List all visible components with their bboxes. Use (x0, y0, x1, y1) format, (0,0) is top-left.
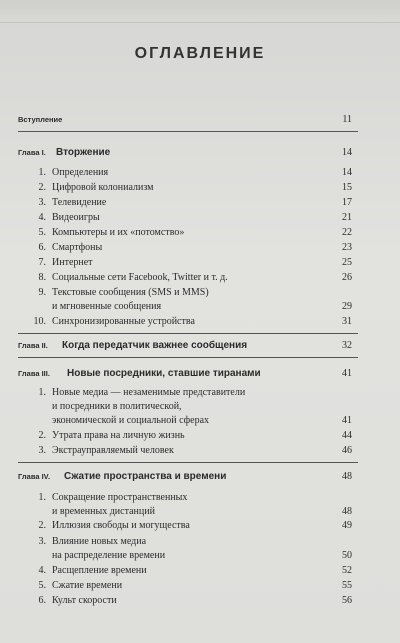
toc-item (0, 386, 400, 400)
divider (18, 357, 358, 358)
item-number: 8. (38, 272, 46, 283)
item-number: 10. (33, 316, 46, 327)
item-page: 52 (342, 565, 352, 576)
item-page: 48 (342, 506, 352, 517)
item-title: Видеоигры (52, 212, 100, 223)
chapter-label: Глава III. (18, 369, 50, 378)
chapter-title: Вторжение (56, 147, 111, 158)
item-page: 15 (342, 182, 352, 193)
toc-item (0, 535, 400, 549)
item-number: 6. (38, 595, 46, 606)
item-page: 31 (342, 316, 352, 327)
item-number: 5. (38, 227, 46, 238)
item-page: 17 (342, 197, 352, 208)
chapter-page: 48 (342, 471, 352, 482)
toc-item-continued (0, 549, 400, 563)
item-number: 3. (38, 536, 46, 547)
item-number: 5. (38, 580, 46, 591)
item-title: и посредники в политической, (52, 401, 182, 412)
divider (18, 131, 358, 132)
toc-item-continued (0, 505, 400, 519)
item-title: Определения (52, 167, 109, 178)
item-page: 21 (342, 212, 352, 223)
item-number: 7. (38, 257, 46, 268)
item-number: 1. (38, 387, 46, 398)
toc-item (0, 256, 400, 270)
item-page: 25 (342, 257, 352, 268)
chapter-title: Когда передатчик важнее сообщения (62, 340, 248, 351)
item-page: 29 (342, 301, 352, 312)
toc-item-continued (0, 400, 400, 414)
item-page: 22 (342, 227, 352, 238)
item-page: 41 (342, 415, 352, 426)
item-page: 56 (342, 595, 352, 606)
item-number: 2. (38, 182, 46, 193)
item-title: Сжатие времени (52, 580, 123, 591)
chapter-row (0, 146, 400, 160)
item-title: Утрата права на личную жизнь (52, 430, 185, 441)
chapter-label: Глава II. (18, 341, 48, 350)
toc-item (0, 211, 400, 225)
divider (18, 462, 358, 463)
intro-label: Вступление (18, 115, 63, 124)
item-title: Текстовые сообщения (SMS и MMS) (52, 287, 209, 298)
chapter-row (0, 470, 400, 484)
toc-item (0, 181, 400, 195)
item-page: 23 (342, 242, 352, 253)
toc-item (0, 286, 400, 300)
item-title: Влияние новых медиа (52, 536, 147, 547)
toc-item (0, 166, 400, 180)
chapter-page: 14 (342, 147, 352, 158)
item-title: Культ скорости (52, 595, 117, 606)
item-page: 44 (342, 430, 352, 441)
page-title: ОГЛАВЛЕНИЕ (134, 45, 266, 62)
item-title: экономической и социальной сферах (52, 415, 210, 426)
intro-page: 11 (342, 114, 352, 125)
toc-item (0, 429, 400, 443)
page-top-edge (0, 0, 400, 23)
item-number: 4. (38, 565, 46, 576)
toc-intro-row (0, 113, 400, 127)
item-title: Социальные сети Facebook, Twitter и т. д. (52, 272, 228, 283)
item-title: Расщепление времени (52, 565, 147, 576)
item-title: Интернет (52, 257, 93, 268)
toc-item (0, 444, 400, 458)
divider (18, 333, 358, 334)
item-title: Цифровой колониализм (52, 182, 154, 193)
item-page: 26 (342, 272, 352, 283)
item-number: 6. (38, 242, 46, 253)
toc-item-continued (0, 414, 400, 428)
item-page: 49 (342, 520, 352, 531)
toc-item (0, 564, 400, 578)
chapter-page: 41 (342, 368, 352, 379)
item-number: 4. (38, 212, 46, 223)
item-title: Сокращение пространственных (52, 492, 188, 503)
chapter-label: Глава I. (18, 148, 46, 157)
chapter-title: Новые посредники, ставшие тиранами (67, 368, 261, 379)
item-page: 46 (342, 445, 352, 456)
chapter-title: Сжатие пространства и времени (64, 471, 227, 482)
toc-item (0, 271, 400, 285)
item-number: 2. (38, 430, 46, 441)
item-number: 9. (38, 287, 46, 298)
item-number: 3. (38, 197, 46, 208)
item-title: и временных дистанций (52, 506, 155, 517)
item-title: Телевидение (52, 197, 107, 208)
item-number: 2. (38, 520, 46, 531)
toc-item (0, 315, 400, 329)
item-page: 55 (342, 580, 352, 591)
item-title: Иллюзия свободы и могущества (52, 520, 190, 531)
item-title: Экстрауправляемый человек (52, 445, 174, 456)
toc-item (0, 226, 400, 240)
chapter-row (0, 339, 400, 353)
toc-item (0, 491, 400, 505)
item-title: на распределение времени (52, 550, 166, 561)
chapter-row (0, 367, 400, 381)
item-number: 1. (38, 492, 46, 503)
toc-item-continued (0, 300, 400, 314)
item-title: Смартфоны (52, 242, 103, 253)
item-title: и мгновенные сообщения (52, 301, 162, 312)
chapter-label: Глава IV. (18, 472, 51, 481)
toc-item (0, 579, 400, 593)
item-title: Новые медиа — незаменимые представители (52, 387, 246, 398)
item-number: 3. (38, 445, 46, 456)
toc-item (0, 196, 400, 210)
item-title: Синхронизированные устройства (52, 316, 195, 327)
item-title: Компьютеры и их «потомство» (52, 227, 185, 238)
chapter-page: 32 (342, 340, 352, 351)
item-page: 50 (342, 550, 352, 561)
item-page: 14 (342, 167, 352, 178)
toc-item (0, 519, 400, 533)
item-number: 1. (38, 167, 46, 178)
toc-item (0, 594, 400, 608)
toc-item (0, 241, 400, 255)
